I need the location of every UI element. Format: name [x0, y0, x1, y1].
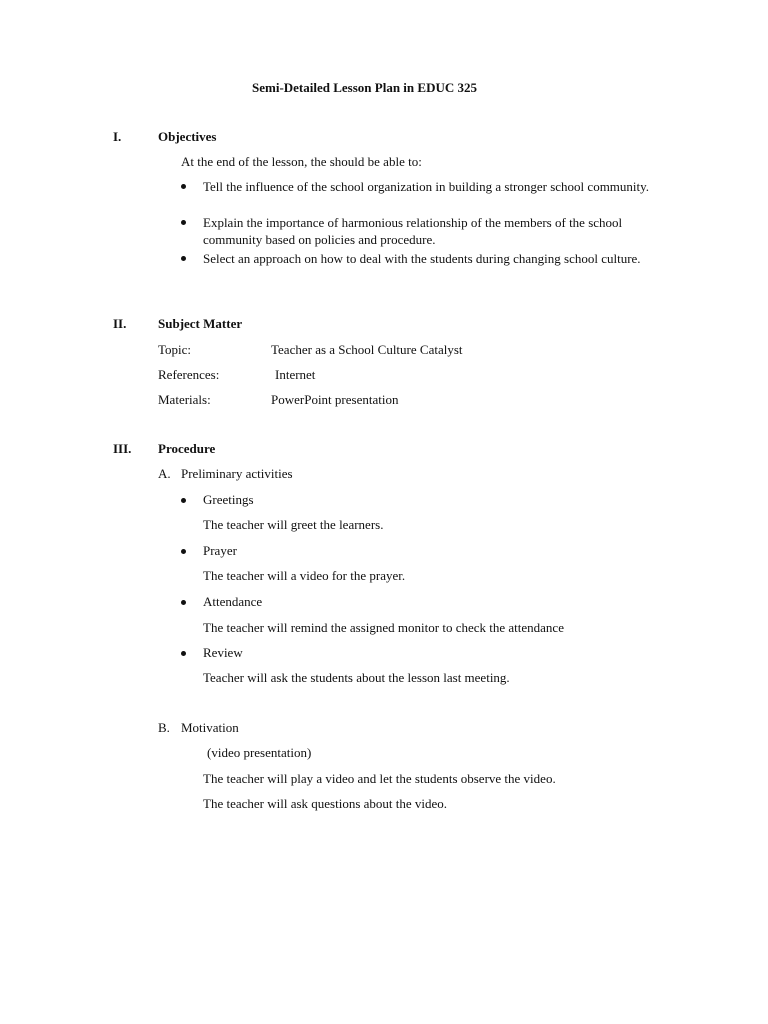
bullet-icon [181, 549, 186, 554]
activity-name-review: Review [203, 645, 243, 660]
topic-value: Teacher as a School Culture Catalyst [271, 342, 463, 357]
motivation-line-3: The teacher will ask questions about the video. [203, 796, 448, 811]
bullet-icon [181, 651, 186, 656]
materials-label: Materials: [158, 392, 211, 407]
materials-value: PowerPoint presentation [271, 392, 399, 407]
bullet-icon [181, 220, 186, 225]
procedure-heading: Procedure [158, 441, 216, 456]
motivation-label: Motivation [181, 720, 239, 735]
activity-name-attendance: Attendance [203, 594, 263, 609]
objectives-intro: At the end of the lesson, the should be able to: [181, 154, 422, 169]
activity-detail-attendance: The teacher will remind the assigned monitor to check the attendance [203, 620, 564, 635]
procedure-numeral: III. [113, 441, 132, 456]
objectives-numeral: I. [113, 129, 122, 144]
bullet-icon [181, 600, 186, 605]
activity-name-greetings: Greetings [203, 492, 254, 507]
bullet-icon [181, 498, 186, 503]
bullet-icon [181, 184, 186, 189]
references-label: References: [158, 367, 220, 382]
document-title: Semi-Detailed Lesson Plan in EDUC 325 [252, 80, 477, 95]
activity-detail-review: Teacher will ask the students about the lesson last meeting. [203, 670, 510, 685]
activity-name-prayer: Prayer [203, 543, 237, 558]
motivation-line-1: (video presentation) [207, 745, 312, 760]
objective-item-2: Explain the importance of harmonious relationship of the members of the school community based on policies and procedure. [203, 215, 623, 247]
subject-matter-heading: Subject Matter [158, 316, 243, 331]
references-value: Internet [275, 367, 316, 382]
objective-item-1: Tell the influence of the school organization in building a stronger school community. [203, 179, 650, 194]
topic-label: Topic: [158, 342, 192, 357]
objectives-heading: Objectives [158, 129, 217, 144]
activity-detail-greetings: The teacher will greet the learners. [203, 517, 384, 532]
preliminary-label: Preliminary activities [181, 466, 293, 481]
objective-item-3: Select an approach on how to deal with the students during changing school culture. [203, 251, 641, 266]
activity-detail-prayer: The teacher will a video for the prayer. [203, 568, 406, 583]
motivation-marker: B. [158, 720, 170, 735]
motivation-line-2: The teacher will play a video and let the students observe the video. [203, 771, 556, 786]
preliminary-marker: A. [158, 466, 171, 481]
subject-matter-numeral: II. [113, 316, 127, 331]
bullet-icon [181, 256, 186, 261]
